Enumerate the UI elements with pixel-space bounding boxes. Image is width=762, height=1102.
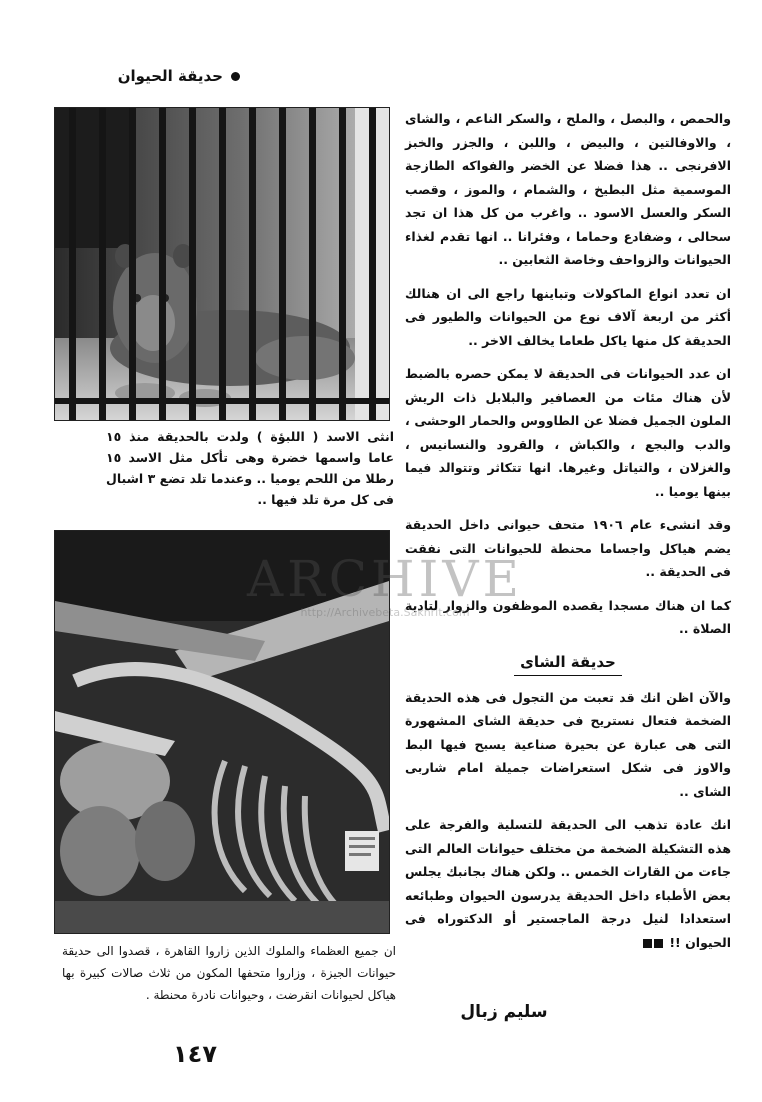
- author-signature: سليم زبال: [460, 1002, 548, 1022]
- end-mark-icon: [643, 939, 652, 948]
- article-paragraph: وقد انشىء عام ١٩٠٦ متحف حيوانى داخل الحديقة يضم هياكل واجساما محنطة للحيوانات التى نفقت فى الحديقة ..: [405, 517, 732, 579]
- bullet-icon: [231, 72, 240, 81]
- lioness-image: [55, 108, 389, 420]
- article-paragraph: كما ان هناك مسجدا يقصده الموظفون والزوار لتادية الصلاة ..: [405, 597, 731, 636]
- skeleton-photo: [54, 530, 390, 934]
- section-title: [405, 651, 731, 676]
- article-paragraph: والآن اظن انك قد تعبت من التجول فى هذه الحديقة الضخمة فتعال نستريح فى حديقة الشاى المشهورة التى هى عبارة عن بحيرة صناعية يسبح فيها البط والاوز فى شكل استعراضات جميلة امام شاربى الشاى ..: [405, 689, 731, 799]
- section-title-text: حديقة الشاى: [514, 651, 622, 676]
- page-header: [80, 63, 240, 89]
- lioness-photo: [54, 107, 390, 421]
- lioness-caption: انثى الاسد ( اللبؤة ) ولدت بالحديقة منذ ١٥ عاما واسمها خضرة وهى تأكل مثل الاسد ١٥ رطلا من اللحم يوميا .. وعندما تلد تضع ٣ اشبال فى كل مرة تلد فيها ..: [106, 429, 394, 507]
- watermark-text: ARCHIVE: [247, 550, 523, 608]
- article-paragraph: والحمص ، والبصل ، والملح ، والسكر الناعم ، والشاى ، والاوفالتين ، والبيض ، واللبن ، والجزر والخبز الافرنجى .. هذا فضلا عن الخضر والفواكه الطازجة الموسمية مثل البطيخ ، والشمام ، والموز ، وقصب السكر والعسل الاسود .. واغرب من كل هذا ان تجد سحالى ، وضفادع وحماما ، وفئرانا .. انها تقدم لغذاء الحيوانات والزواحف وخاصة الثعابين ..: [405, 111, 731, 267]
- skeleton-caption: ان جميع العظماء والملوك الذين زاروا القاهرة ، قصدوا الى حديقة حيوانات الجيزة ، وزاروا متحفها المكون من ثلاث صالات كبيرة بها هياكل لحيوانات انقرضت ، وحيوانات نادرة محنطة .: [62, 944, 396, 1002]
- watermark-url: http://Archivebeta.Sakhrit.com: [300, 606, 470, 619]
- page-number: ١٤٧: [173, 1040, 217, 1068]
- article-paragraph: ان تعدد انواع الماكولات وتباينها راجع الى ان هنالك أكثر من اربعة آلاف نوع من الحيوانات والطيور فى الحديقة كل منها ياكل طعاما يخالف الاخر ..: [405, 285, 731, 348]
- end-mark-icon: [654, 939, 663, 948]
- article-column: [405, 107, 731, 1037]
- page-header-title: حديقة الحيوان: [117, 67, 223, 85]
- skeleton-image: [55, 531, 389, 933]
- article-paragraph: ان عدد الحيوانات فى الحديقة لا يمكن حصره بالضبط لأن هناك مئات من العصافير والبلابل ذات الريش الملون الجميل فضلا عن الطاووس والحمار الوحشى ، والدب والبجع ، والكباش ، والقرود والنسانيس ، والغزلان ، والتياتل وغيرها. انها تتكاثر وتتوالد فيما بينها يوميا ..: [405, 366, 731, 499]
- article-last-paragraph: [405, 813, 731, 954]
- article-paragraph-text: انك عادة تذهب الى الحديقة للتسلية والفرجة على هذه التشكيلة الضخمة من مختلف حيوانات العالم التى جاءت من القارات الخمس .. ولكن هناك بجانبك يجلس بعض الأطباء داخل الحديقة يدرسون الحيوان وطبائعه استعدادا لنيل درجة الماجستير أو الدكتوراه فى الحيوان !!: [405, 817, 731, 950]
